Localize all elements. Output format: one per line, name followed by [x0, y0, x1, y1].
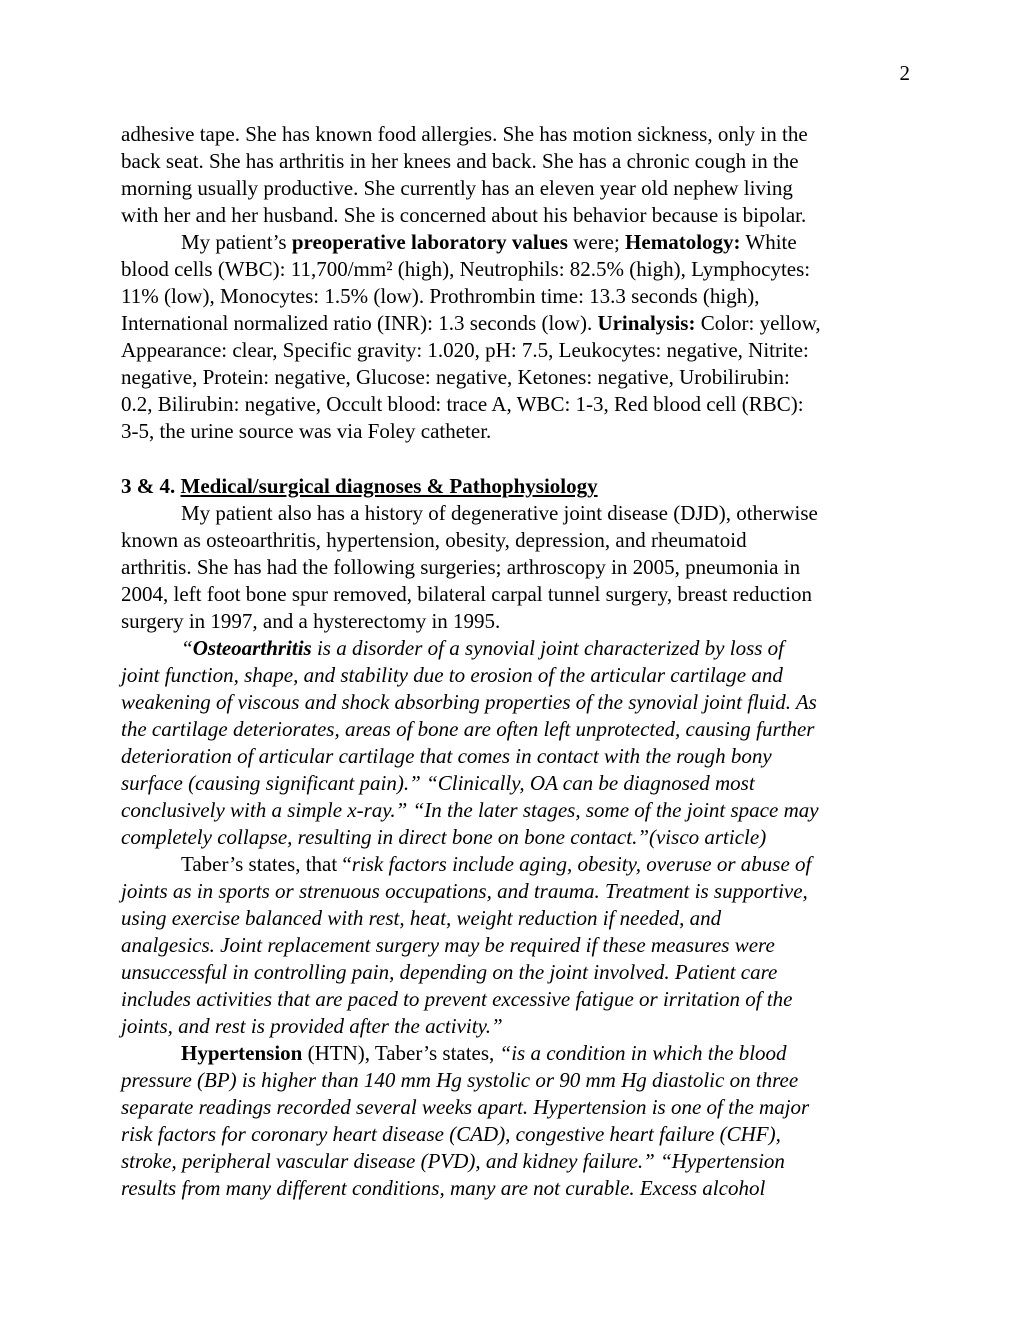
text-run: deterioration of articular cartilage that comes in contact with the rough bony	[121, 744, 772, 768]
text-line	[121, 256, 921, 283]
text-run: completely collapse, resulting in direct bone on bone contact.”(visco article)	[121, 825, 767, 849]
text-line	[121, 797, 921, 824]
text-run: White	[740, 230, 797, 254]
text-run: morning usually productive. She currently has an eleven year old nephew living	[121, 176, 793, 200]
section-heading-diagnoses	[121, 473, 921, 500]
text-line	[121, 932, 921, 959]
text-line	[121, 716, 921, 743]
text-run: using exercise balanced with rest, heat, weight reduction if needed, and	[121, 906, 722, 930]
text-line	[121, 418, 921, 445]
paragraph-lab-values	[121, 229, 921, 445]
text-run: unsuccessful in controlling pain, depending on the joint involved. Patient care	[121, 960, 778, 984]
text-run: adhesive tape. She has known food allergies. She has motion sickness, only in the	[121, 122, 808, 146]
text-line	[121, 824, 921, 851]
text-line	[121, 1040, 921, 1067]
text-run: risk factors for coronary heart disease (CAD), congestive heart failure (CHF),	[121, 1122, 781, 1146]
text-line	[121, 851, 921, 878]
text-run: separate readings recorded several weeks apart. Hypertension is one of the major	[121, 1095, 810, 1119]
paragraph-hypertension	[121, 1040, 921, 1202]
text-line	[121, 364, 921, 391]
text-line	[121, 608, 921, 635]
text-run: negative, Protein: negative, Glucose: negative, Ketones: negative, Urobilirubin:	[121, 365, 790, 389]
text-run: joint function, shape, and stability due to erosion of the articular cartilage and	[121, 663, 783, 687]
text-run: joints, and rest is provided after the activity.”	[121, 1014, 503, 1038]
text-run: analgesics. Joint replacement surgery may be required if these measures were	[121, 933, 775, 957]
text-run: blood cells (WBC): 11,700/mm² (high), Neutrophils: 82.5% (high), Lymphocytes:	[121, 257, 811, 281]
text-line	[121, 905, 921, 932]
text-run: International normalized ratio (INR): 1.3 seconds (low).	[121, 311, 598, 335]
text-run: 3-5, the urine source was via Foley catheter.	[121, 419, 492, 443]
text-run: Medical/surgical diagnoses & Pathophysiology	[180, 474, 598, 498]
page-number: 2	[899, 61, 910, 85]
text-line	[121, 283, 921, 310]
text-line	[121, 473, 921, 500]
paragraph-tabers-risk-factors	[121, 851, 921, 1040]
text-line	[121, 959, 921, 986]
text-run: Hypertension	[181, 1041, 303, 1065]
text-line	[121, 554, 921, 581]
text-line	[121, 175, 921, 202]
text-run: My patient’s	[181, 230, 292, 254]
text-run: 11% (low), Monocytes: 1.5% (low). Prothrombin time: 13.3 seconds (high),	[121, 284, 760, 308]
text-line	[121, 743, 921, 770]
text-line	[121, 878, 921, 905]
text-line	[121, 986, 921, 1013]
text-run: Color: yellow,	[695, 311, 821, 335]
text-line	[121, 527, 921, 554]
text-run: “	[181, 636, 193, 660]
text-line	[121, 1094, 921, 1121]
text-run: with her and her husband. She is concerned about his behavior because is bipolar.	[121, 203, 807, 227]
text-line	[121, 662, 921, 689]
text-run: includes activities that are paced to prevent excessive fatigue or irritation of the	[121, 987, 793, 1011]
text-run: pressure (BP) is higher than 140 mm Hg systolic or 90 mm Hg diastolic on three	[121, 1068, 799, 1092]
text-run: preoperative laboratory values	[291, 230, 568, 254]
paragraph-osteoarthritis-quote	[121, 635, 921, 851]
text-run: the cartilage deteriorates, areas of bone are often left unprotected, causing further	[121, 717, 815, 741]
text-line	[121, 121, 921, 148]
text-line	[121, 689, 921, 716]
paragraph-history-continued	[121, 121, 921, 229]
text-line	[121, 770, 921, 797]
text-line	[121, 391, 921, 418]
text-line	[121, 202, 921, 229]
text-run: surgery in 1997, and a hysterectomy in 1995.	[121, 609, 501, 633]
text-line	[121, 1175, 921, 1202]
text-run: arthritis. She has had the following surgeries; arthroscopy in 2005, pneumonia in	[121, 555, 801, 579]
text-run: Urinalysis:	[597, 311, 696, 335]
text-line	[121, 148, 921, 175]
text-line	[121, 1067, 921, 1094]
paragraph-medical-history	[121, 500, 921, 635]
text-run: (HTN), Taber’s states,	[302, 1041, 500, 1065]
text-run: surface (causing significant pain).” “Clinically, OA can be diagnosed most	[121, 771, 755, 795]
text-run: Hematology:	[625, 230, 741, 254]
text-run: stroke, peripheral vascular disease (PVD), and kidney failure.” “Hypertension	[121, 1149, 785, 1173]
text-line	[121, 1013, 921, 1040]
text-run: 3 & 4.	[121, 474, 181, 498]
text-line	[121, 229, 921, 256]
text-line	[121, 581, 921, 608]
text-run: weakening of viscous and shock absorbing properties of the synovial joint fluid. As	[121, 690, 817, 714]
text-run: is a disorder of a synovial joint characterized by loss of	[311, 636, 784, 660]
text-run: 0.2, Bilirubin: negative, Occult blood: trace A, WBC: 1-3, Red blood cell (RBC):	[121, 392, 804, 416]
text-run: conclusively with a simple x-ray.” “In the later stages, some of the joint space may	[121, 798, 819, 822]
text-run: “is a condition in which the blood	[499, 1041, 787, 1065]
text-line	[121, 1148, 921, 1175]
text-run: back seat. She has arthritis in her knees and back. She has a chronic cough in the	[121, 149, 799, 173]
text-line	[121, 310, 921, 337]
text-run: risk factors include aging, obesity, overuse or abuse of	[351, 852, 812, 876]
text-run: Appearance: clear, Specific gravity: 1.020, pH: 7.5, Leukocytes: negative, Nitrite:	[121, 338, 809, 362]
text-run: known as osteoarthritis, hypertension, obesity, depression, and rheumatoid	[121, 528, 747, 552]
text-line	[121, 635, 921, 662]
text-run: 2004, left foot bone spur removed, bilateral carpal tunnel surgery, breast reduction	[121, 582, 813, 606]
text-run: Taber’s states, that “	[181, 852, 352, 876]
text-line	[121, 337, 921, 364]
text-run: results from many different conditions, many are not curable. Excess alcohol	[121, 1176, 766, 1200]
text-run: Osteoarthritis	[192, 636, 312, 660]
text-line	[121, 500, 921, 527]
text-run: were;	[567, 230, 626, 254]
text-run: joints as in sports or strenuous occupations, and trauma. Treatment is supportive,	[121, 879, 808, 903]
text-run: My patient also has a history of degenerative joint disease (DJD), otherwise	[181, 501, 818, 525]
text-line	[121, 1121, 921, 1148]
